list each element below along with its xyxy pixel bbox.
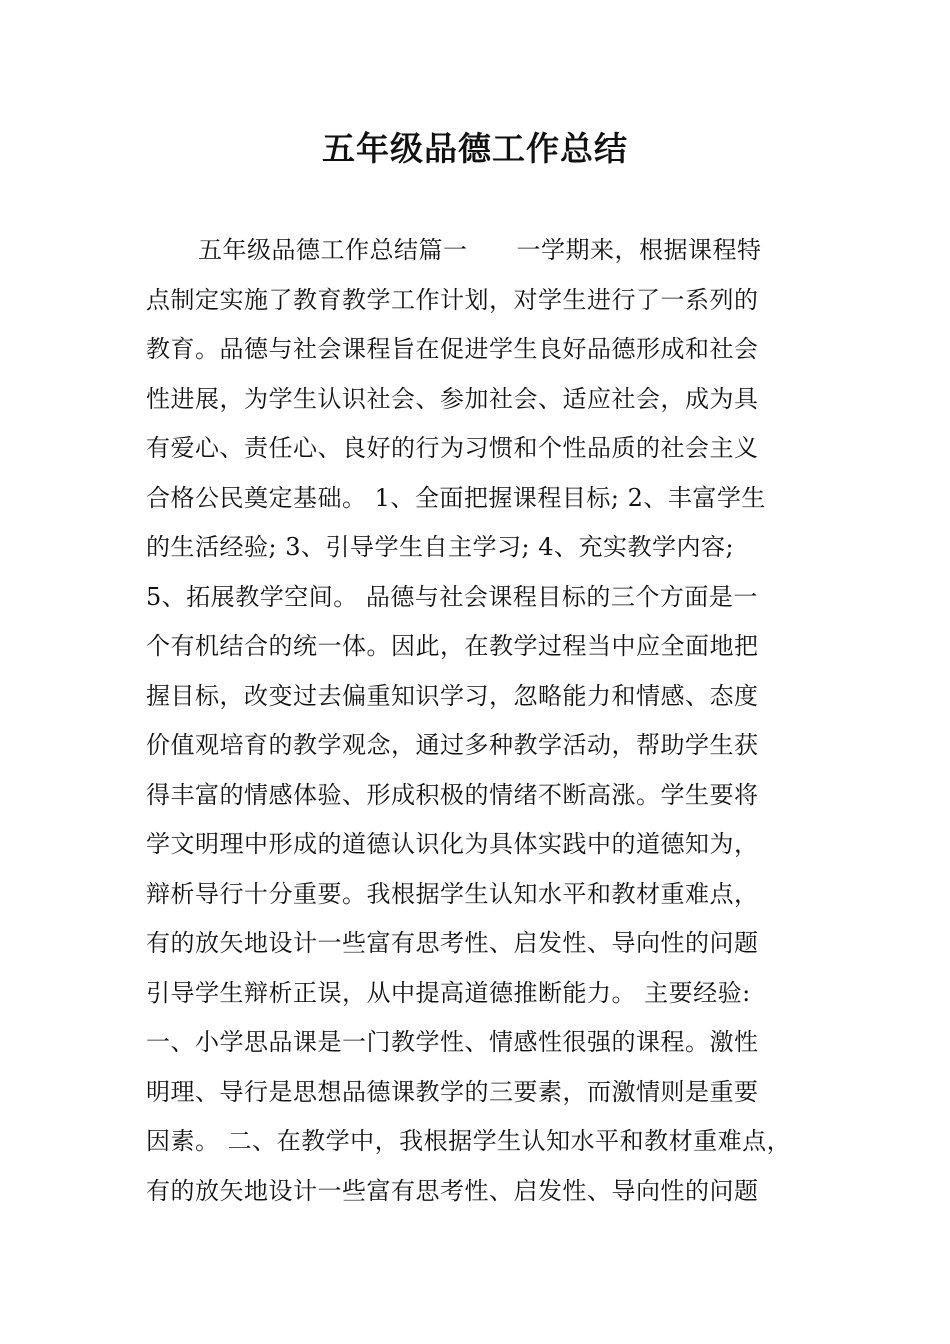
body-line: 性进展，为学生认识社会、参加社会、适应社会，成为具 xyxy=(146,384,759,413)
body-line: 得丰富的情感体验、形成积极的情绪不断高涨。学生要将 xyxy=(146,780,759,809)
body-line: 点制定实施了教育教学工作计划，对学生进行了一系列的 xyxy=(146,285,759,314)
document-title: 五年级品德工作总结 xyxy=(322,129,628,168)
body-line: 一、小学思品课是一门教学性、情感性很强的课程。激性 xyxy=(146,1028,759,1056)
body-line: 5、拓展教学空间。 品德与社会课程目标的三个方面是一 xyxy=(146,582,758,611)
body-line: 有的放矢地设计一些富有思考性、启发性、导向性的问题 xyxy=(146,929,759,957)
body-line: 学文明理中形成的道德认识化为具体实践中的道德知为， xyxy=(146,830,759,858)
body-line: 个有机结合的统一体。因此，在教学过程当中应全面地把 xyxy=(146,632,759,660)
body-line: 有爱心、责任心、良好的行为习惯和个性品质的社会主义 xyxy=(146,434,759,462)
body-line: 握目标，改变过去偏重知识学习，忽略能力和情感、态度 xyxy=(146,681,759,710)
body-line: 明理、导行是思想品德课教学的三要素，而激情则是重要 xyxy=(146,1077,759,1106)
body-line: 引导学生辩析正误，从中提高道德推断能力。 主要经验: xyxy=(146,978,751,1007)
body-line: 五年级品德工作总结篇一 一学期来，根据课程特 xyxy=(198,236,762,264)
body-line: 辩析导行十分重要。我根据学生认知水平和教材重难点， xyxy=(146,879,759,908)
body-line: 因素。 二、在教学中，我根据学生认知水平和教材重难点， xyxy=(146,1127,792,1155)
body-line: 价值观培育的教学观念，通过多种教学活动，帮助学生获 xyxy=(146,731,759,759)
body-line: 教育。品德与社会课程旨在促进学生良好品德形成和社会 xyxy=(146,335,759,363)
body-line: 有的放矢地设计一些富有思考性、启发性、导向性的问题 xyxy=(146,1176,759,1205)
document-body xyxy=(146,226,836,1216)
body-line: 合格公民奠定基础。 1、全面把握课程目标; 2、丰富学生 xyxy=(146,483,766,512)
body-line: 的生活经验; 3、引导学生自主学习; 4、充实教学内容; xyxy=(146,533,735,561)
